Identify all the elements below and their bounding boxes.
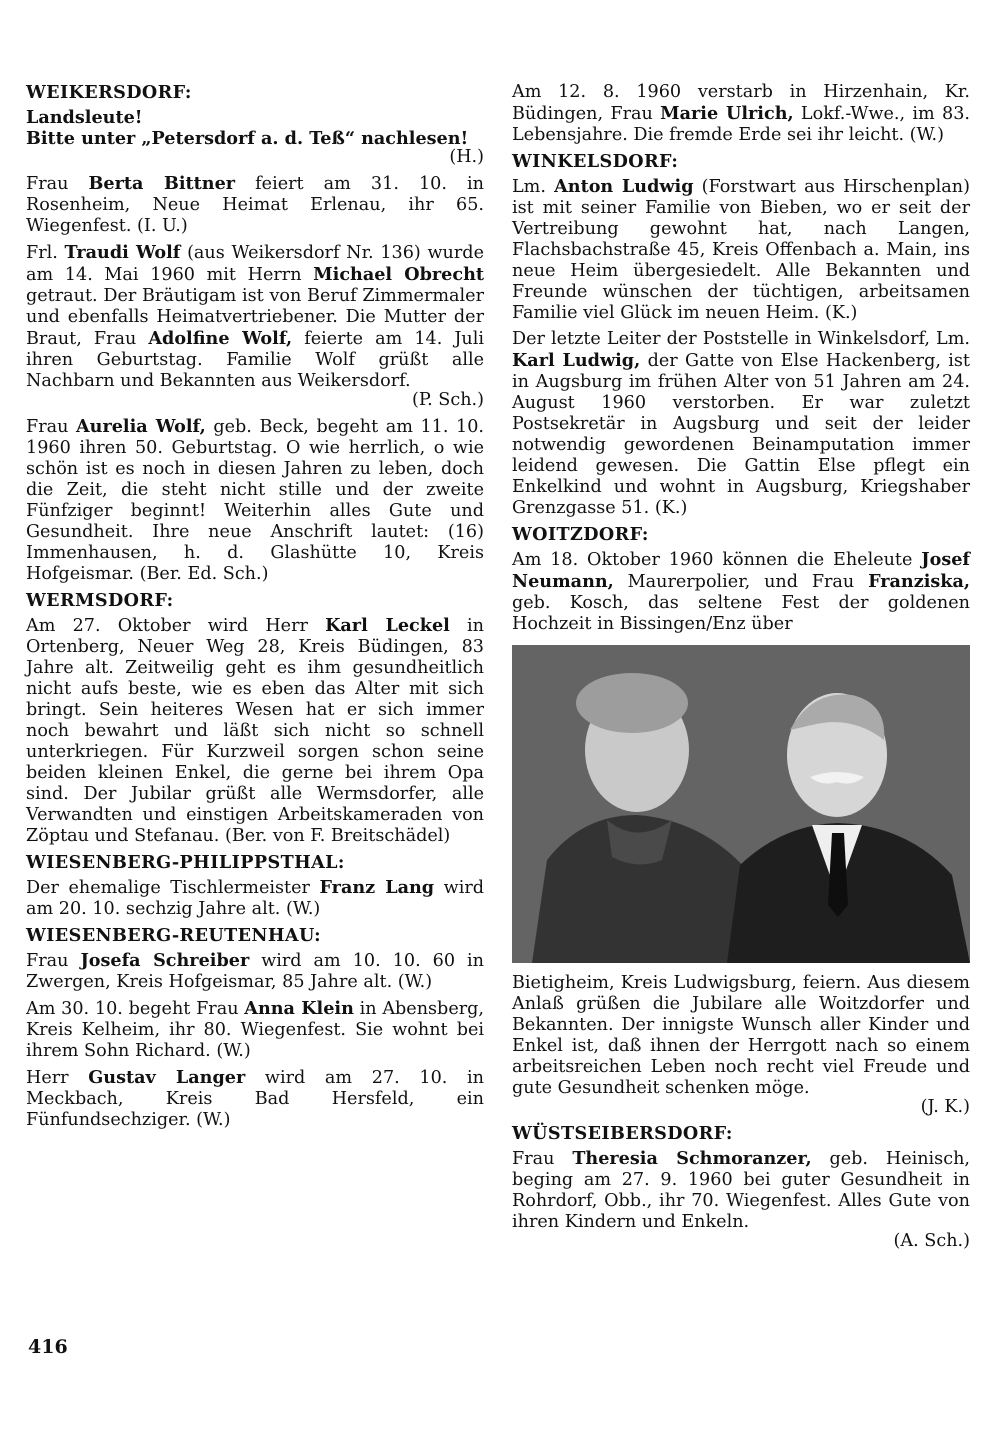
text: Frau [26,417,76,437]
article-paragraph [26,877,484,920]
person-name: Franziska, [868,571,970,592]
text: Am 12. 8. 1960 verstarb in Hirzenhain, Kr. Büdingen, Frau [512,82,970,124]
text: Am 30. 10. begeht Frau [26,999,245,1019]
section-woitzdorf [512,524,970,1118]
article-paragraph [512,82,970,146]
section-weikersdorf [26,82,484,585]
section-wiesenberg-philippsthal [26,852,484,920]
text: in Abensberg, Kreis Kelheim, ihr 80. Wiegenfest. Sie wohnt bei ihrem Sohn Richard. (W.) [26,999,484,1061]
section-heading: WÜSTSEIBERSDORF: [512,1123,733,1144]
section-heading: WEIKERSDORF: [26,82,192,103]
article-paragraph [26,242,484,392]
text: Maurerpolier, und Frau [613,572,869,592]
article-paragraph [512,329,970,519]
person-name: Karl Leckel [325,615,450,636]
notice-line: Landsleute! [26,107,143,128]
person-name: Gustav Langer [88,1067,246,1088]
text: Frau [26,174,89,194]
text: getraut. Der Bräutigam ist von Beruf Zimmermaler und ebenfalls Heimatvertriebener. Die Mutter der Braut, Frau [26,286,484,349]
section-winkelsdorf [512,151,970,519]
text: Frau [26,951,81,971]
text: Lokf.-Wwe., im 83. Lebensjahre. Die fremde Erde sei ihr leicht. (W.) [512,104,970,145]
article-paragraph [512,176,970,324]
section-heading: WIESENBERG-REUTENHAU: [26,925,321,946]
article-paragraph [512,549,970,635]
signature: (J. K.) [920,1097,970,1117]
text: feiert am 31. 10. in Rosenheim, Neue Heimat Erlenau, ihr 65. Wiegenfest. (I. U.) [26,174,485,236]
text: Frl. [26,243,65,263]
person-name: Karl Ludwig, [512,350,641,371]
person-name: Michael Obrecht [313,264,484,285]
couple-photo [512,645,970,963]
text: (Forstwart aus Hirschenplan) ist mit seiner Familie von Bieben, wo er seit der Vertreibung gewohnt hat, nach Langen, Flachsbachstraße 45, Kreis Offenbach a. Main, ins neue Heim übergesiedelt. Alle Bekannten und Freunde wünschen der tüchtigen, arbeitsamen Familie viel Glück im neuen Heim. (K.) [512,177,970,323]
person-name: Josefa Schreiber [80,950,250,971]
left-column [26,82,484,1136]
text: Lm. [512,177,555,197]
text: Am 18. Oktober 1960 können die Eheleute [512,550,922,570]
couple-photo-drawing [512,645,970,963]
article-paragraph [26,998,484,1062]
article-paragraph [26,416,484,585]
text: Der letzte Leiter der Poststelle in Winkelsdorf, Lm. [512,329,970,349]
text: Am 27. Oktober wird Herr [26,616,326,636]
section-heading: WERMSDORF: [26,590,174,611]
section-heading: WINKELSDORF: [512,151,679,172]
signature: (A. Sch.) [893,1231,970,1251]
person-name: Franz Lang [319,877,435,898]
text: wird am 27. 10. in Meckbach, Kreis Bad Hersfeld, ein Fünfundsechziger. (W.) [26,1068,484,1130]
signature: (P. Sch.) [411,390,484,410]
person-name: Anton Ludwig [554,176,694,197]
article-paragraph [26,1067,484,1131]
text: der Gatte von Else Hackenberg, ist in Augsburg im frühen Alter von 51 Jahren am 24. August 1960 verstorben. Er war zuletzt Postsekretär in Augsburg und seit der leider notwendig gewordenen Beinamputation immer leidend gewesen. Die Gattin Else pflegt ein Enkelkind und wohnt in Augsburg, Kriegshaber Grenzgasse 51. (K.) [512,351,971,518]
section-wermsdorf [26,590,484,847]
article-paragraph [26,615,484,847]
section-wiesenberg-reutenhau [26,925,484,1131]
person-name: Josef Neumann, [512,549,970,592]
person-name: Berta Bittner [88,173,236,194]
section-heading: WOITZDORF: [512,524,649,545]
text: Der ehemalige Tischlermeister [26,878,320,898]
notice-paragraph [26,107,484,149]
article-paragraph [26,173,484,237]
text: geb. Beck, begeht am 11. 10. 1960 ihren 50. Geburtstag. O wie herrlich, o wie schön ist es noch in diesen Jahren zu leben, doch die Zeit, die steht nicht stille und der zweite Fünfziger beginnt! Weiterhin alles Gute und Gesundheit. Ihre neue Anschrift lautet: (16) Immenhausen, h. d. Glashütte 10, Kreis Hofgeismar. (Ber. Ed. Sch.) [26,417,484,584]
text: Herr [26,1068,89,1088]
signature: (H.) [449,147,484,167]
person-name: Traudi Wolf [64,242,181,263]
text: in Ortenberg, Neuer Weg 28, Kreis Büdingen, 83 Jahre alt. Zeitweilig geht es ihm gesundheitlich nicht aufs beste, wie es eben das Alter mit sich bringt. Sein heiteres Wesen hat er sich immer noch bewahrt und läßt sich nicht so schnell unterkriegen. Für Kurzweil sorgen schon seine beiden kleinen Enkel, die gerne bei ihrem Opa sind. Der Jubilar grüßt alle Wermsdorfer, alle Verwandten und einstigen Arbeitskameraden von Zöptau und Stefanau. (Ber. von F. Breitschädel) [26,616,484,846]
text: Frau [512,1149,573,1169]
person-name: Marie Ulrich, [660,103,794,124]
woman-hair [576,673,688,733]
page-number: 416 [28,1336,68,1358]
person-name: Adolfine Wolf, [148,328,293,349]
text: (aus Weikersdorf Nr. 136) wurde am 14. Mai 1960 mit Herrn [26,243,484,285]
text: wird am 20. 10. sechzig Jahre alt. (W.) [26,878,485,919]
text: geb. Heinisch, beging am 27. 9. 1960 bei guter Gesundheit in Rohrdorf, Obb., ihr 70. Wiegenfest. Alles Gute von ihren Kindern und Enkeln. [512,1149,970,1232]
person-name: Anna Klein [244,998,354,1019]
article-paragraph [512,1148,970,1233]
text: Bietigheim, Kreis Ludwigsburg, feiern. Aus diesem Anlaß grüßen die Jubilare alle Woitzdorfer und Bekannten. Der innigste Wunsch aller Kinder und Enkel ist, daß ihnen der Herrgott nach so einem arbeitsreichen Leben noch recht viel Freude und gute Gesundheit schenken möge. [512,973,970,1098]
section-intro-obituary [512,82,970,146]
person-name: Theresia Schmoranzer, [572,1148,812,1169]
article-paragraph [26,950,484,993]
right-column [512,82,970,1257]
text: geb. Kosch, das seltene Fest der goldenen Hochzeit in Bissingen/Enz über [512,593,970,634]
section-wuestseibersdorf [512,1123,970,1252]
person-name: Aurelia Wolf, [76,416,206,437]
text: wird am 10. 10. 60 in Zwergen, Kreis Hofgeismar, 85 Jahre alt. (W.) [26,951,485,992]
section-heading: WIESENBERG-PHILIPPSTHAL: [26,852,345,873]
article-paragraph [512,973,970,1099]
notice-line: Bitte unter „Petersdorf a. d. Teß“ nachlesen! [26,128,469,149]
text: feierte am 14. Juli ihren Geburtstag. Familie Wolf grüßt alle Nachbarn und Bekannten aus Weikersdorf. [26,329,485,391]
